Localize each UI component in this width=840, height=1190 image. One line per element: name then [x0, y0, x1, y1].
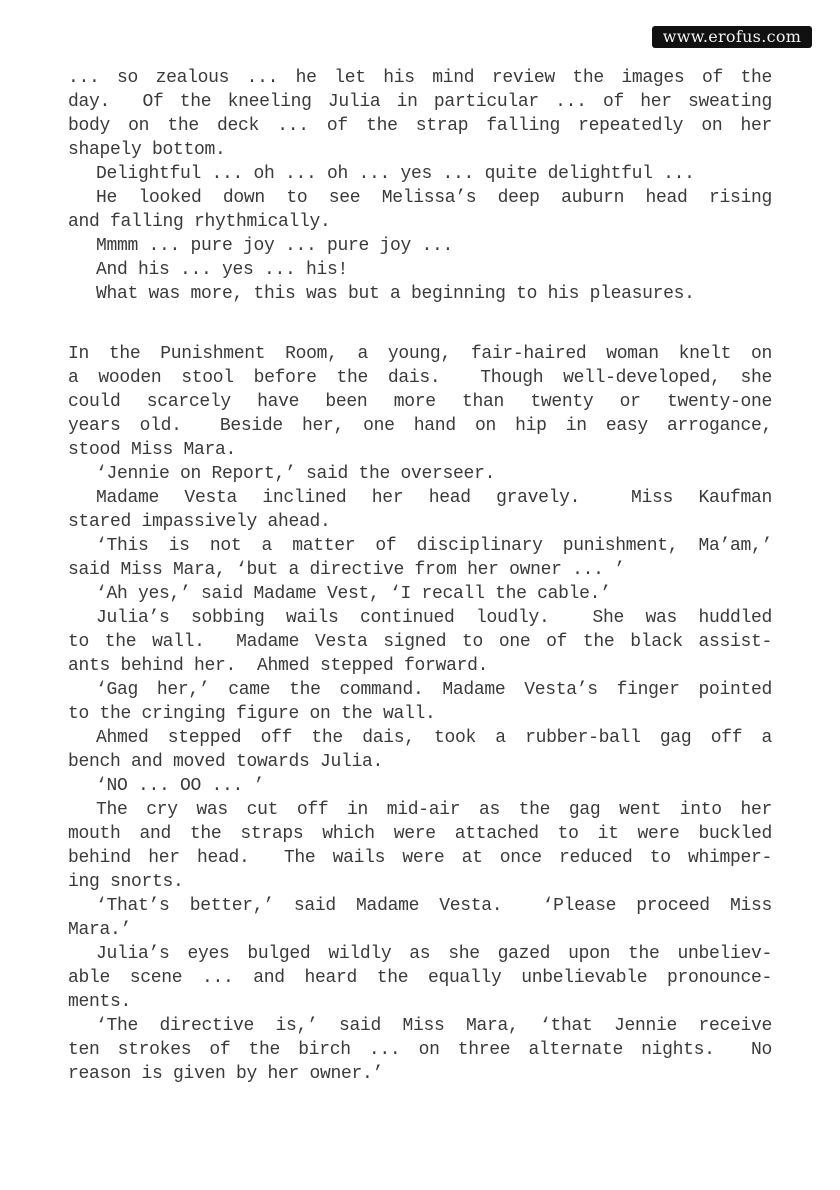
text-line: Mara.’	[68, 920, 132, 940]
text-line: Madame Vesta inclined her head gravely. Miss Kaufman	[96, 488, 772, 508]
text-line: ing snorts.	[68, 872, 184, 892]
text-line: and falling rhythmically.	[68, 212, 331, 232]
text-line: He looked down to see Melissa’s deep auburn head rising	[96, 188, 772, 208]
text-line: ‘Ah yes,’ said Madame Vest, ‘I recall the cable.’	[96, 584, 611, 604]
text-line: years old. Beside her, one hand on hip in easy arrogance,	[68, 416, 772, 436]
text-line: ‘Jennie on Report,’ said the overseer.	[96, 464, 496, 484]
text-line: to the wall. Madame Vesta signed to one of the black assist-	[68, 632, 772, 652]
text-line: reason is given by her owner.’	[68, 1064, 384, 1084]
text-line: bench and moved towards Julia.	[68, 752, 384, 772]
text-line: day. Of the kneeling Julia in particular ... of her sweating	[68, 92, 772, 112]
text-line: What was more, this was but a beginning to his pleasures.	[96, 284, 695, 304]
text-line: ments.	[68, 992, 132, 1012]
text-line: body on the deck ... of the strap falling repeatedly on her	[68, 116, 772, 136]
text-line: a wooden stool before the dais. Though well-developed, she	[68, 368, 772, 388]
text-line: mouth and the straps which were attached to it were buckled	[68, 824, 772, 844]
text-line: ‘Gag her,’ came the command. Madame Vesta’s finger pointed	[96, 680, 772, 700]
text-line: ‘This is not a matter of disciplinary punishment, Ma’am,’	[96, 536, 772, 556]
document-text	[68, 66, 772, 1086]
text-line: said Miss Mara, ‘but a directive from her owner ... ’	[68, 560, 625, 580]
text-line: Julia’s eyes bulged wildly as she gazed upon the unbeliev-	[96, 944, 772, 964]
text-line: And his ... yes ... his!	[96, 260, 349, 280]
text-line: The cry was cut off in mid-air as the gag went into her	[96, 800, 772, 820]
text-line: ‘NO ... OO ... ’	[96, 776, 265, 796]
text-line: ten strokes of the birch ... on three alternate nights. No	[68, 1040, 772, 1060]
text-line: ‘The directive is,’ said Miss Mara, ‘that Jennie receive	[96, 1016, 772, 1036]
text-line: ‘That’s better,’ said Madame Vesta. ‘Please proceed Miss	[96, 896, 772, 916]
text-line: behind her head. The wails were at once reduced to whimper-	[68, 848, 772, 868]
text-line: stood Miss Mara.	[68, 440, 237, 460]
text-line: able scene ... and heard the equally unbelievable pronounce-	[68, 968, 772, 988]
text-line: Mmmm ... pure joy ... pure joy ...	[96, 236, 454, 256]
text-line: ... so zealous ... he let his mind review the images of the	[68, 68, 772, 88]
section-break	[68, 306, 772, 342]
text-line: shapely bottom.	[68, 140, 226, 160]
text-line: stared impassively ahead.	[68, 512, 331, 532]
text-line: Delightful ... oh ... oh ... yes ... quite delightful ...	[96, 164, 695, 184]
text-line: could scarcely have been more than twenty or twenty-one	[68, 392, 772, 412]
text-line: Julia’s sobbing wails continued loudly. She was huddled	[96, 608, 772, 628]
text-line: to the cringing figure on the wall.	[68, 704, 436, 724]
text-line: Ahmed stepped off the dais, took a rubber-ball gag off a	[96, 728, 772, 748]
text-line: In the Punishment Room, a young, fair-haired woman knelt on	[68, 344, 772, 364]
text-line: ants behind her. Ahmed stepped forward.	[68, 656, 489, 676]
watermark-logo: www.erofus.com	[652, 26, 812, 48]
